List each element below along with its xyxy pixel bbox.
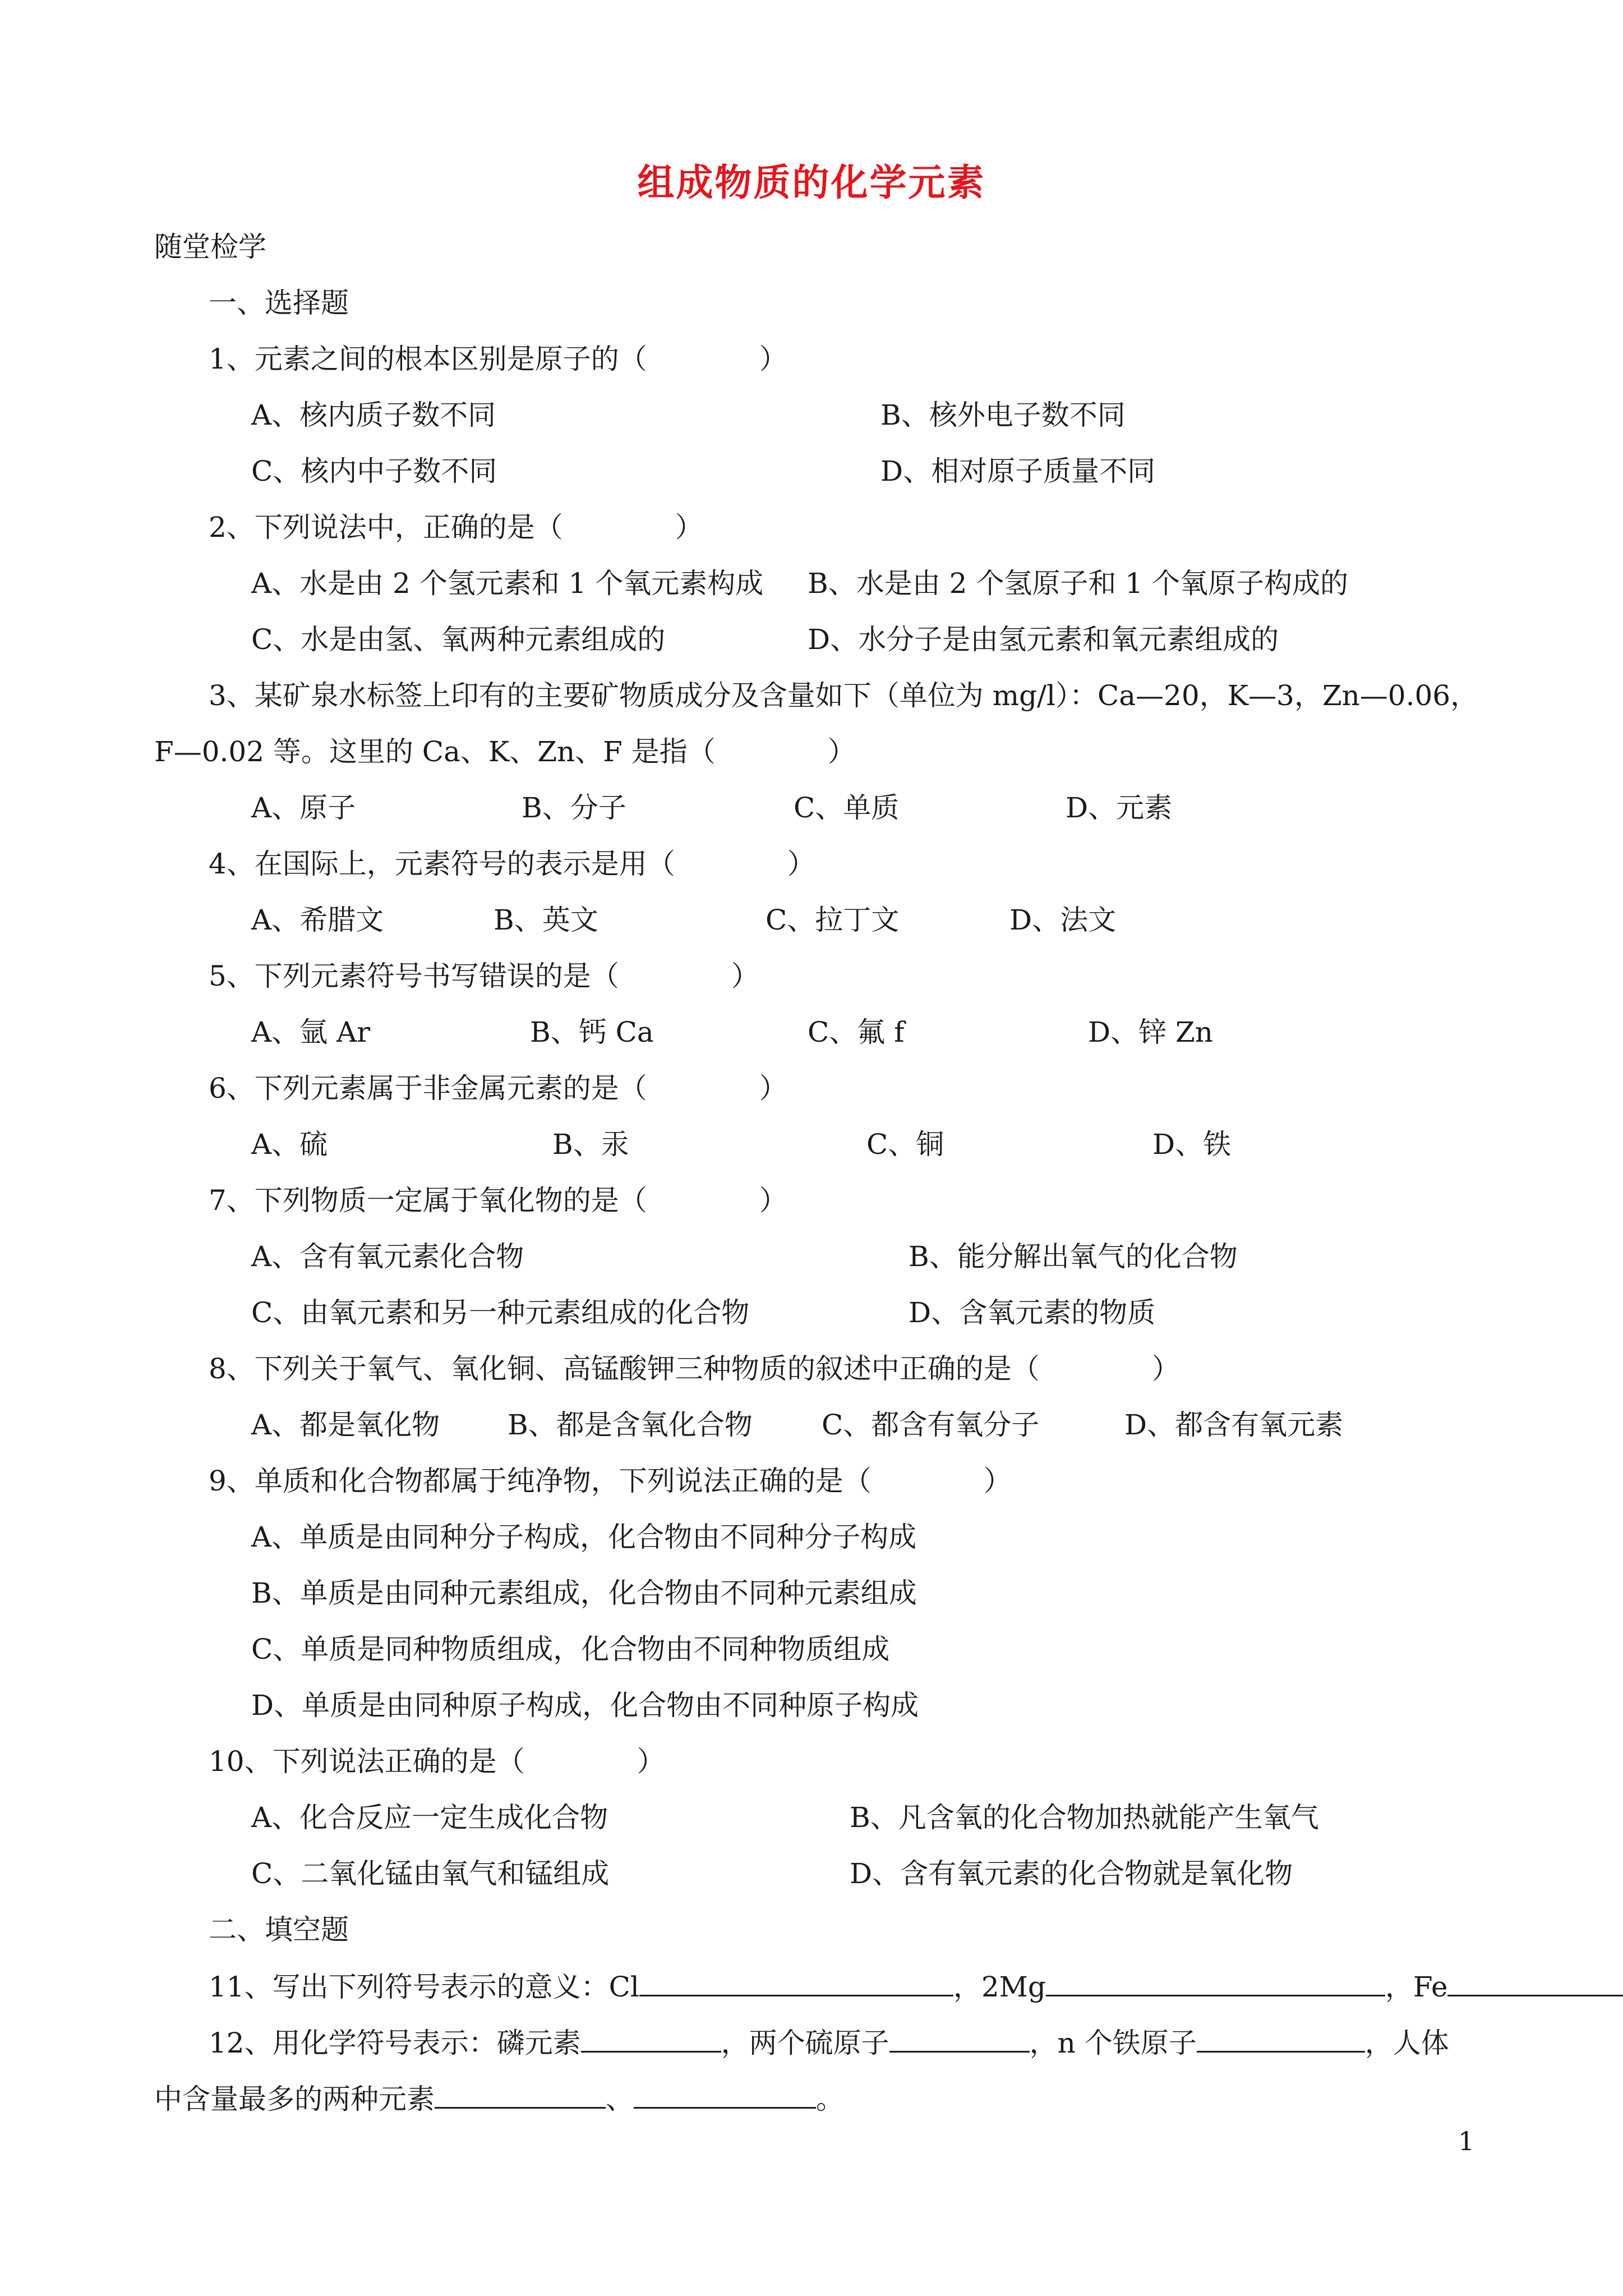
question-5-option-c: C、氟 f: [808, 1016, 905, 1048]
section-heading: 随堂检学: [154, 231, 266, 263]
question-3-option-c: C、单质: [794, 792, 900, 824]
question-3-option-d: D、元素: [1066, 792, 1173, 824]
question-1-option-d: D、相对原子质量不同: [880, 455, 1156, 487]
question-3-stem-line2: F—0.02 等。这里的 Ca、K、Zn、F 是指（ ）: [154, 735, 856, 768]
question-1-option-b: B、核外电子数不同: [880, 399, 1126, 431]
question-9-stem: 9、单质和化合物都属于纯净物，下列说法正确的是（ ）: [209, 1465, 1012, 1497]
question-7-option-d: D、含氧元素的物质: [909, 1296, 1156, 1329]
question-12-sep-human: ，人体: [1364, 2027, 1449, 2059]
question-7-option-c: C、由氧元素和另一种元素组成的化合物: [251, 1296, 750, 1329]
question-2-option-d: D、水分子是由氢元素和氧元素组成的: [808, 623, 1279, 656]
question-12-sep-comma: 、: [606, 2083, 634, 2115]
question-10-option-d: D、含有氧元素的化合物就是氧化物: [850, 1857, 1293, 1890]
answer-blank-n-iron[interactable]: [1197, 2025, 1365, 2053]
question-1-option-c: C、核内中子数不同: [251, 455, 497, 487]
question-3-stem-line1: 3、某矿泉水标签上印有的主要矿物质成分及含量如下（单位为 mg/l）：Ca—20，K—3，Zn—0.06，: [209, 679, 1479, 712]
page-title: 组成物质的化学元素: [637, 160, 986, 204]
question-11-sep-2mg: ，2Mg: [953, 1971, 1046, 2003]
question-11-sep-fe: ，Fe: [1385, 1971, 1448, 2003]
part-heading-fill: 二、填空题: [209, 1913, 349, 1946]
question-8-option-d: D、都含有氧元素: [1124, 1409, 1344, 1441]
question-11-prefix: 11、写出下列符号表示的意义：Cl: [209, 1971, 639, 2003]
question-4-option-a: A、希腊文: [251, 904, 384, 936]
question-6-option-b: B、汞: [552, 1128, 629, 1161]
question-10-option-c: C、二氧化锰由氧气和锰组成: [251, 1857, 610, 1890]
question-4-option-b: B、英文: [494, 904, 598, 936]
answer-blank-phosphorus[interactable]: [581, 2025, 721, 2053]
question-5-option-d: D、锌 Zn: [1088, 1016, 1213, 1048]
question-4-stem: 4、在国际上，元素符号的表示是用（ ）: [209, 848, 815, 880]
question-6-option-d: D、铁: [1152, 1128, 1232, 1161]
question-8-option-a: A、都是氧化物: [251, 1409, 440, 1441]
question-10-stem: 10、下列说法正确的是（ ）: [209, 1745, 665, 1778]
question-7-option-b: B、能分解出氧气的化合物: [909, 1240, 1238, 1273]
question-2-option-c: C、水是由氢、氧两种元素组成的: [251, 623, 666, 656]
answer-blank-element-1[interactable]: [435, 2081, 606, 2109]
answer-blank-cl[interactable]: [639, 1969, 953, 1996]
question-3-option-a: A、原子: [251, 792, 356, 824]
question-12-sep-sulfur: ，两个硫原子: [721, 2027, 889, 2059]
question-1-option-a: A、核内质子数不同: [251, 399, 496, 431]
question-11: [209, 1969, 1623, 2004]
question-2-option-b: B、水是由 2 个氢原子和 1 个氧原子构成的: [808, 567, 1348, 600]
answer-blank-fe[interactable]: [1447, 1969, 1623, 1996]
question-12-line2-text: 中含量最多的两种元素: [154, 2083, 435, 2115]
question-7-option-a: A、含有氧元素化合物: [251, 1240, 524, 1273]
question-9-option-c: C、单质是同种物质组成，化合物由不同种物质组成: [251, 1633, 890, 1665]
question-2-option-a: A、水是由 2 个氢元素和 1 个氧元素构成: [251, 567, 764, 600]
question-12-prefix: 12、用化学符号表示：磷元素: [209, 2027, 581, 2059]
question-8-option-c: C、都含有氧分子: [822, 1409, 1040, 1441]
answer-blank-2mg[interactable]: [1046, 1969, 1385, 1996]
question-1-stem: 1、元素之间的根本区别是原子的（ ）: [209, 343, 787, 375]
question-6-option-a: A、硫: [251, 1128, 328, 1161]
answer-blank-element-2[interactable]: [634, 2081, 816, 2109]
answer-blank-two-sulfur[interactable]: [889, 2025, 1030, 2053]
question-10-option-a: A、化合反应一定生成化合物: [251, 1801, 608, 1834]
question-7-stem: 7、下列物质一定属于氧化物的是（ ）: [209, 1184, 787, 1217]
question-12-line1: [209, 2025, 1449, 2060]
question-10-option-b: B、凡含氧的化合物加热就能产生氧气: [850, 1801, 1319, 1834]
part-heading-choice: 一、选择题: [209, 287, 349, 319]
question-8-option-b: B、都是含氧化合物: [508, 1409, 753, 1441]
question-12-sep-iron: ，n 个铁原子: [1029, 2027, 1197, 2059]
question-3-option-b: B、分子: [522, 792, 626, 824]
question-5-option-a: A、氩 Ar: [251, 1016, 371, 1048]
question-12-end: 。: [816, 2083, 844, 2115]
question-6-stem: 6、下列元素属于非金属元素的是（ ）: [209, 1072, 787, 1105]
question-5-stem: 5、下列元素符号书写错误的是（ ）: [209, 960, 759, 992]
question-4-option-d: D、法文: [1009, 904, 1117, 936]
question-8-stem: 8、下列关于氧气、氧化铜、高锰酸钾三种物质的叙述中正确的是（ ）: [209, 1352, 1180, 1385]
question-9-option-d: D、单质是由同种原子构成，化合物由不同种原子构成: [251, 1689, 919, 1722]
question-12-line2: [154, 2081, 844, 2116]
question-9-option-a: A、单质是由同种分子构成，化合物由不同种分子构成: [251, 1521, 917, 1553]
question-4-option-c: C、拉丁文: [766, 904, 900, 936]
question-2-stem: 2、下列说法中，正确的是（ ）: [209, 511, 703, 544]
page-number: 1: [1458, 2126, 1475, 2156]
question-6-option-c: C、铜: [866, 1128, 944, 1161]
question-5-option-b: B、钙 Ca: [530, 1016, 654, 1048]
question-9-option-b: B、单质是由同种元素组成，化合物由不同种元素组成: [251, 1577, 917, 1609]
